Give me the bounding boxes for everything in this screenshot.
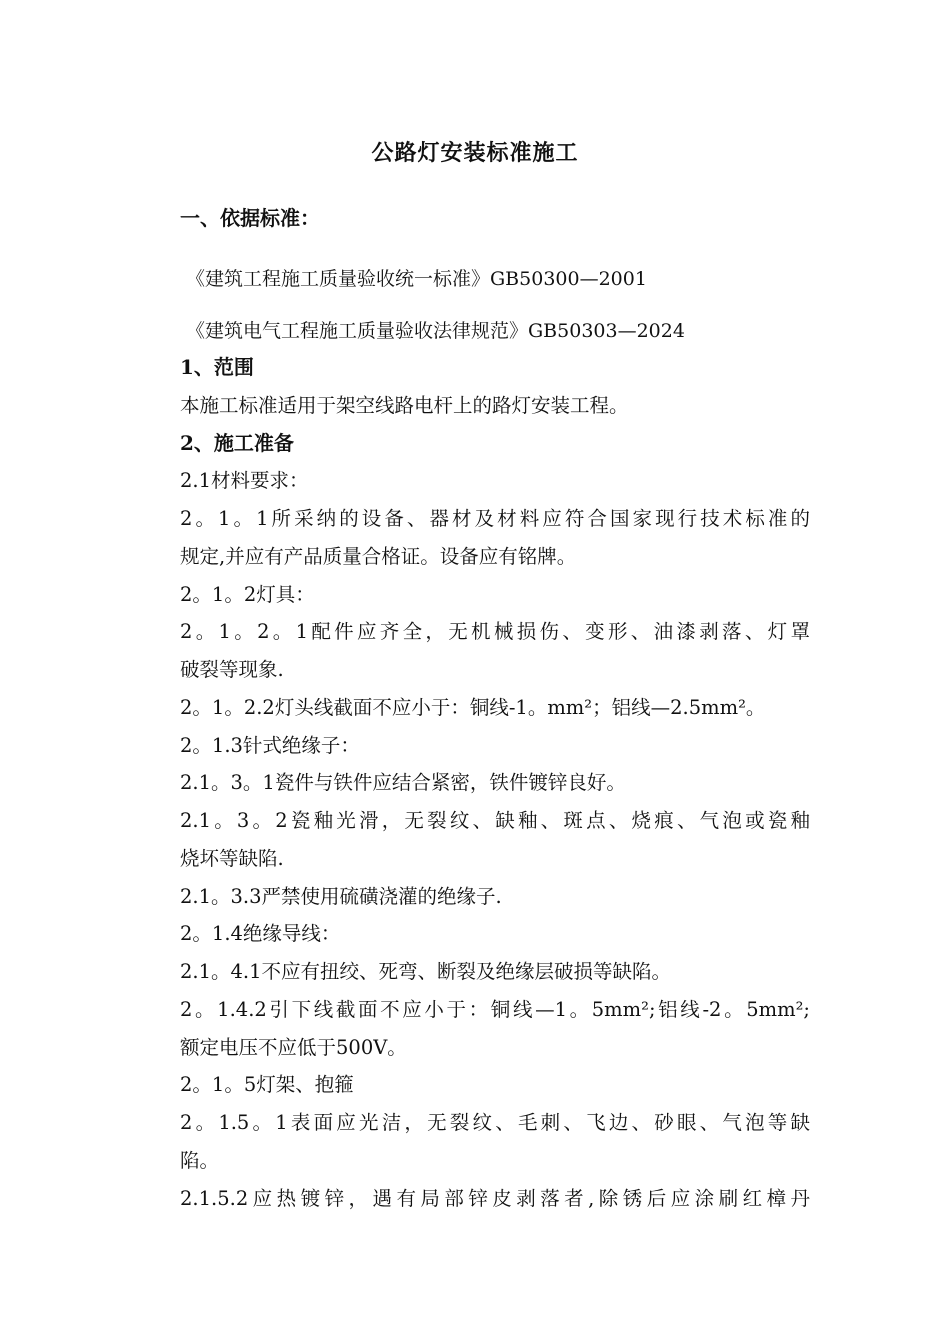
paragraph-line: 2。1.4绝缘导线： [180, 922, 341, 946]
paragraph-line: 本施工标准适用于架空线路电杆上的路灯安装工程。 [180, 393, 629, 417]
document-title: 公路灯安装标准施工 [371, 140, 579, 166]
paragraph-line: 2。1.5。1表面应光洁，无裂纹、毛刺、飞边、砂眼、气泡等缺 [180, 1111, 810, 1134]
section-heading-preparation: 2、施工准备 [180, 430, 294, 455]
paragraph-line: 规定,并应有产品质量合格证。设备应有铭牌。 [180, 544, 577, 568]
paragraph-line: 2。1。2.2灯头线截面不应小于：铜线-1。mm²；铝线—2.5mm²。 [180, 695, 766, 719]
paragraph-line: 破裂等现象. [180, 658, 284, 681]
paragraph-line: 2.1。4.1不应有扭绞、死弯、断裂及绝缘层破损等缺陷。 [180, 960, 672, 983]
paragraph-line: 2.1。3.3严禁使用硫磺浇灌的绝缘子. [180, 884, 502, 908]
reference-standard-1: 《建筑工程施工质量验收统一标准》GB50300—2001 [186, 268, 647, 290]
paragraph-line: 2。1。5灯架、抱箍 [180, 1073, 354, 1097]
paragraph-line: 烧坏等缺陷. [180, 846, 284, 870]
paragraph-line: 2。1。1所采纳的设备、器材及材料应符合国家现行技术标准的 [180, 507, 810, 530]
paragraph-line: 2.1材料要求： [180, 469, 309, 493]
reference-standard-2: 《建筑电气工程施工质量验收法律规范》GB50303—2024 [186, 320, 685, 342]
paragraph-line: 2.1。3。1瓷件与铁件应结合紧密，铁件镀锌良好。 [180, 771, 626, 795]
paragraph-line: 2.1.5.2应热镀锌，遇有局部锌皮剥落者,除锈后应涂刷红樟丹 [180, 1186, 810, 1210]
paragraph-line: 陷。 [180, 1148, 220, 1172]
section-heading-scope: 1、范围 [180, 355, 254, 379]
paragraph-line: 额定电压不应低于500V。 [180, 1035, 407, 1059]
paragraph-line: 2.1。3。2瓷釉光滑，无裂纹、缺釉、斑点、烧痕、气泡或瓷釉 [180, 809, 810, 832]
paragraph-line: 2。1。2。1配件应齐全，无机械损伤、变形、油漆剥落、灯罩 [180, 620, 810, 644]
document-body [180, 349, 810, 1217]
section-heading-basis: 一、依据标准： [180, 206, 320, 230]
paragraph-line: 2。1.3针式绝缘子： [180, 733, 360, 757]
paragraph-line: 2。1。2灯具： [180, 582, 315, 606]
paragraph-line: 2。1.4.2引下线截面不应小于：铜线—1。5mm²;铝线-2。5mm²; [180, 997, 810, 1021]
